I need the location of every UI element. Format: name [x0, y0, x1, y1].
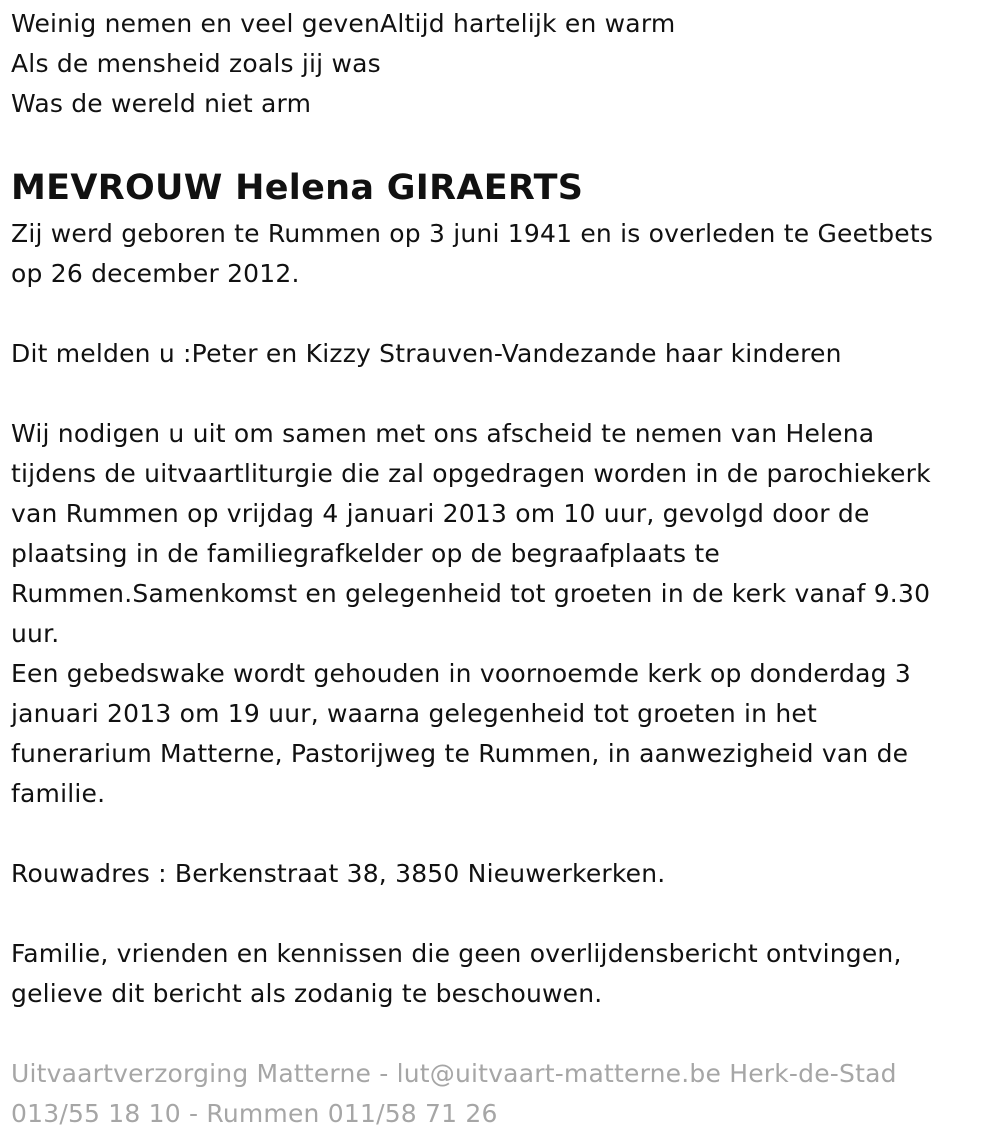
- poem-line: Als de mensheid zoals jij was: [11, 49, 381, 78]
- paragraph-line: januari 2013 om 19 uur, waarna gelegenheid tot groeten in het: [11, 699, 817, 728]
- footer-line: 013/55 18 10 - Rummen 011/58 71 26: [11, 1099, 498, 1128]
- paragraph-line: Wij nodigen u uit om samen met ons afscheid te nemen van Helena: [11, 419, 875, 448]
- wake-paragraph: [11, 654, 1000, 814]
- spacer: [11, 1014, 1000, 1054]
- paragraph-line: funerarium Matterne, Pastorijweg te Rummen, in aanwezigheid van de: [11, 739, 909, 768]
- paragraph-line: van Rummen op vrijdag 4 januari 2013 om 10 uur, gevolgd door de: [11, 499, 870, 528]
- mourning-address: Rouwadres : Berkenstraat 38, 3850 Nieuwerkerken.: [11, 859, 666, 888]
- paragraph-line: plaatsing in de familiegrafkelder op de begraafplaats te: [11, 539, 720, 568]
- footer-line: Uitvaartverzorging Matterne - lut@uitvaart-matterne.be Herk-de-Stad: [11, 1059, 897, 1088]
- poem: [11, 4, 1000, 124]
- paragraph-line: familie.: [11, 779, 106, 808]
- paragraph-line: op 26 december 2012.: [11, 259, 300, 288]
- spacer: [11, 374, 1000, 414]
- notice-paragraph: [11, 934, 1000, 1014]
- paragraph-line: uur.: [11, 619, 60, 648]
- spacer: [11, 894, 1000, 934]
- birth-death-paragraph: [11, 214, 1000, 294]
- paragraph-line: gelieve dit bericht als zodanig te beschouwen.: [11, 979, 603, 1008]
- deceased-name-title: MEVROUW Helena GIRAERTS: [11, 168, 584, 208]
- paragraph-line: Familie, vrienden en kennissen die geen overlijdensbericht ontvingen,: [11, 939, 902, 968]
- spacer: [11, 294, 1000, 334]
- poem-line: Weinig nemen en veel gevenAltijd hartelijk en warm: [11, 9, 676, 38]
- paragraph-line: Een gebedswake wordt gehouden in voornoemde kerk op donderdag 3: [11, 659, 911, 688]
- poem-line: Was de wereld niet arm: [11, 89, 312, 118]
- funeral-home-footer: [11, 1054, 1000, 1134]
- paragraph-line: Rummen.Samenkomst en gelegenheid tot groeten in de kerk vanaf 9.30: [11, 579, 931, 608]
- invitation-paragraph: [11, 414, 1000, 654]
- paragraph-line: tijdens de uitvaartliturgie die zal opgedragen worden in de parochiekerk: [11, 459, 931, 488]
- paragraph-line: Zij werd geboren te Rummen op 3 juni 1941 en is overleden te Geetbets: [11, 219, 934, 248]
- announcers-line: Dit melden u :Peter en Kizzy Strauven-Vandezande haar kinderen: [11, 339, 842, 368]
- spacer: [11, 814, 1000, 854]
- spacer: [11, 124, 1000, 158]
